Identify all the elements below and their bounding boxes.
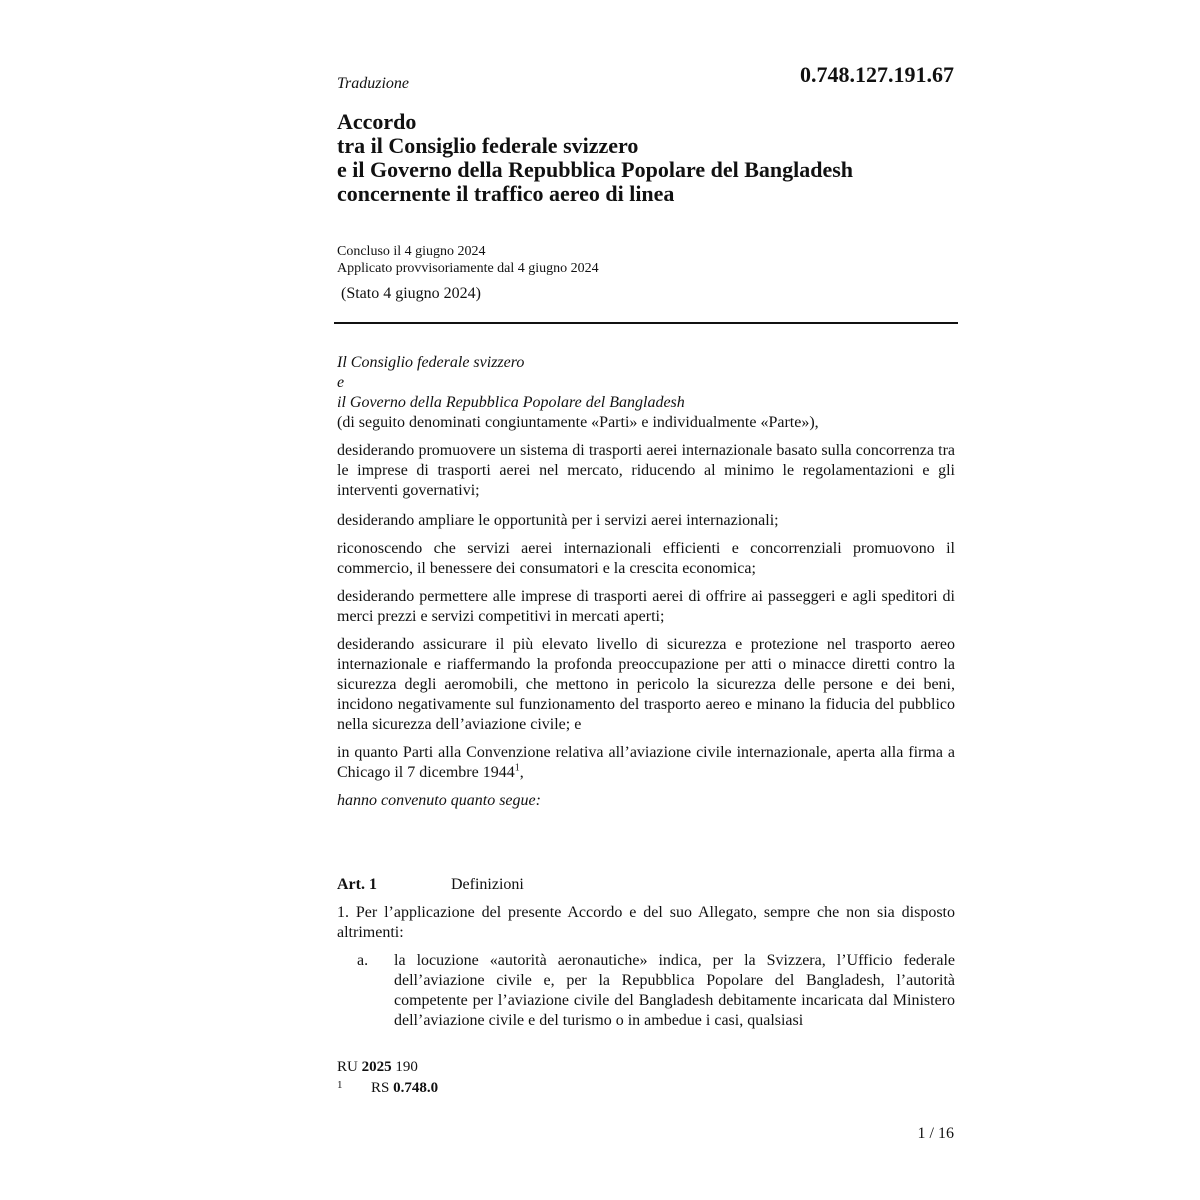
preamble-punct: , — [519, 764, 524, 781]
preamble-and: e — [337, 374, 345, 391]
ru-reference — [337, 1058, 418, 1077]
list-marker: a. — [357, 952, 369, 969]
article-label: Art. 1 — [337, 876, 377, 893]
title-line: concernente il traffico aereo di linea — [337, 181, 675, 206]
preamble-paragraph: desiderando assicurare il più elevato livello di sicurezza e protezione nel trasporto aereo internazionale e riaffermando la profonda preoccupazione per atti o minacce diretti contro la sicurezza degli aeromobili, che mettono in pericolo la sicurezza delle persone e dei beni, incidono negativamente sul funzionamento del trasporto aereo e minano la fiducia del pubblico nella sicurezza dell’aviazione civile; e — [337, 636, 955, 733]
preamble-paragraph — [337, 743, 955, 783]
preamble-paragraph: desiderando permettere alle imprese di trasporti aerei di offrire ai passeggeri e agli speditori di merci prezzi e servizi competitivi in mercati aperti; — [337, 588, 955, 625]
document-title — [337, 110, 853, 206]
page-number: 1 / 16 — [917, 1125, 954, 1142]
status-date: (Stato 4 giugno 2024) — [341, 285, 481, 302]
preamble-paragraph: desiderando ampliare le opportunità per i servizi aerei internazionali; — [337, 512, 779, 529]
preamble-party1: Il Consiglio federale svizzero — [337, 354, 525, 371]
preamble-paragraph: riconoscendo che servizi aerei internazionali efficienti e concorrenziali promuovono il commercio, il benessere dei consumatori e la crescita economica; — [337, 540, 955, 577]
footnote-text — [371, 1079, 438, 1098]
ru-year: 2025 — [361, 1059, 392, 1075]
title-line: Accordo — [337, 109, 417, 134]
footnote-number: 1 — [337, 1079, 343, 1091]
date-block — [337, 243, 599, 277]
title-line: tra il Consiglio federale svizzero — [337, 133, 639, 158]
ru-number: 190 — [395, 1059, 418, 1075]
preamble-denomination: (di seguito denominati congiuntamente «Parti» e individualmente «Parte»), — [337, 414, 819, 431]
translation-label: Traduzione — [337, 75, 410, 92]
preamble-party2: il Governo della Repubblica Popolare del Bangladesh — [337, 394, 685, 411]
applied-date: Applicato provvisoriamente dal 4 giugno 2024 — [337, 261, 599, 276]
preamble-paragraph: desiderando promuovere un sistema di trasporti aerei internazionale basato sulla concorrenza tra le imprese di trasporti aerei nel mercato, riducendo al minimo le regolamentazioni e gli interventi governativi; — [337, 442, 955, 499]
ru-prefix: RU — [337, 1059, 358, 1075]
preamble-closing: hanno convenuto quanto segue: — [337, 792, 541, 809]
footnote-ref-link[interactable]: 0.748.0 — [393, 1080, 439, 1096]
concluded-date: Concluso il 4 giugno 2024 — [337, 244, 486, 259]
article-heading: Definizioni — [451, 876, 524, 893]
list-item-text: la locuzione «autorità aeronautiche» indica, per la Svizzera, l’Ufficio federale dell’aviazione civile e, per la Repubblica Popolare del Bangladesh, l’autorità competente per l’aviazione civile del Bangladesh debitamente incaricata dal Ministero dell’aviazione civile e del turismo o in ambedue i casi, qualsiasi — [394, 952, 955, 1029]
title-line: e il Governo della Repubblica Popolare del Bangladesh — [337, 157, 854, 182]
footnote-ref[interactable]: 1 — [514, 762, 520, 774]
sr-number: 0.748.127.191.67 — [800, 62, 954, 87]
article-paragraph: 1. Per l’applicazione del presente Accordo e del suo Allegato, sempre che non sia disposto altrimenti: — [337, 904, 955, 941]
preamble-text: in quanto Parti alla Convenzione relativa all’aviazione civile internazionale, aperta alla firma a Chicago il 7 dicembre 1944 — [337, 744, 955, 781]
footnote-prefix: RS — [371, 1080, 390, 1096]
header-divider — [334, 322, 958, 324]
